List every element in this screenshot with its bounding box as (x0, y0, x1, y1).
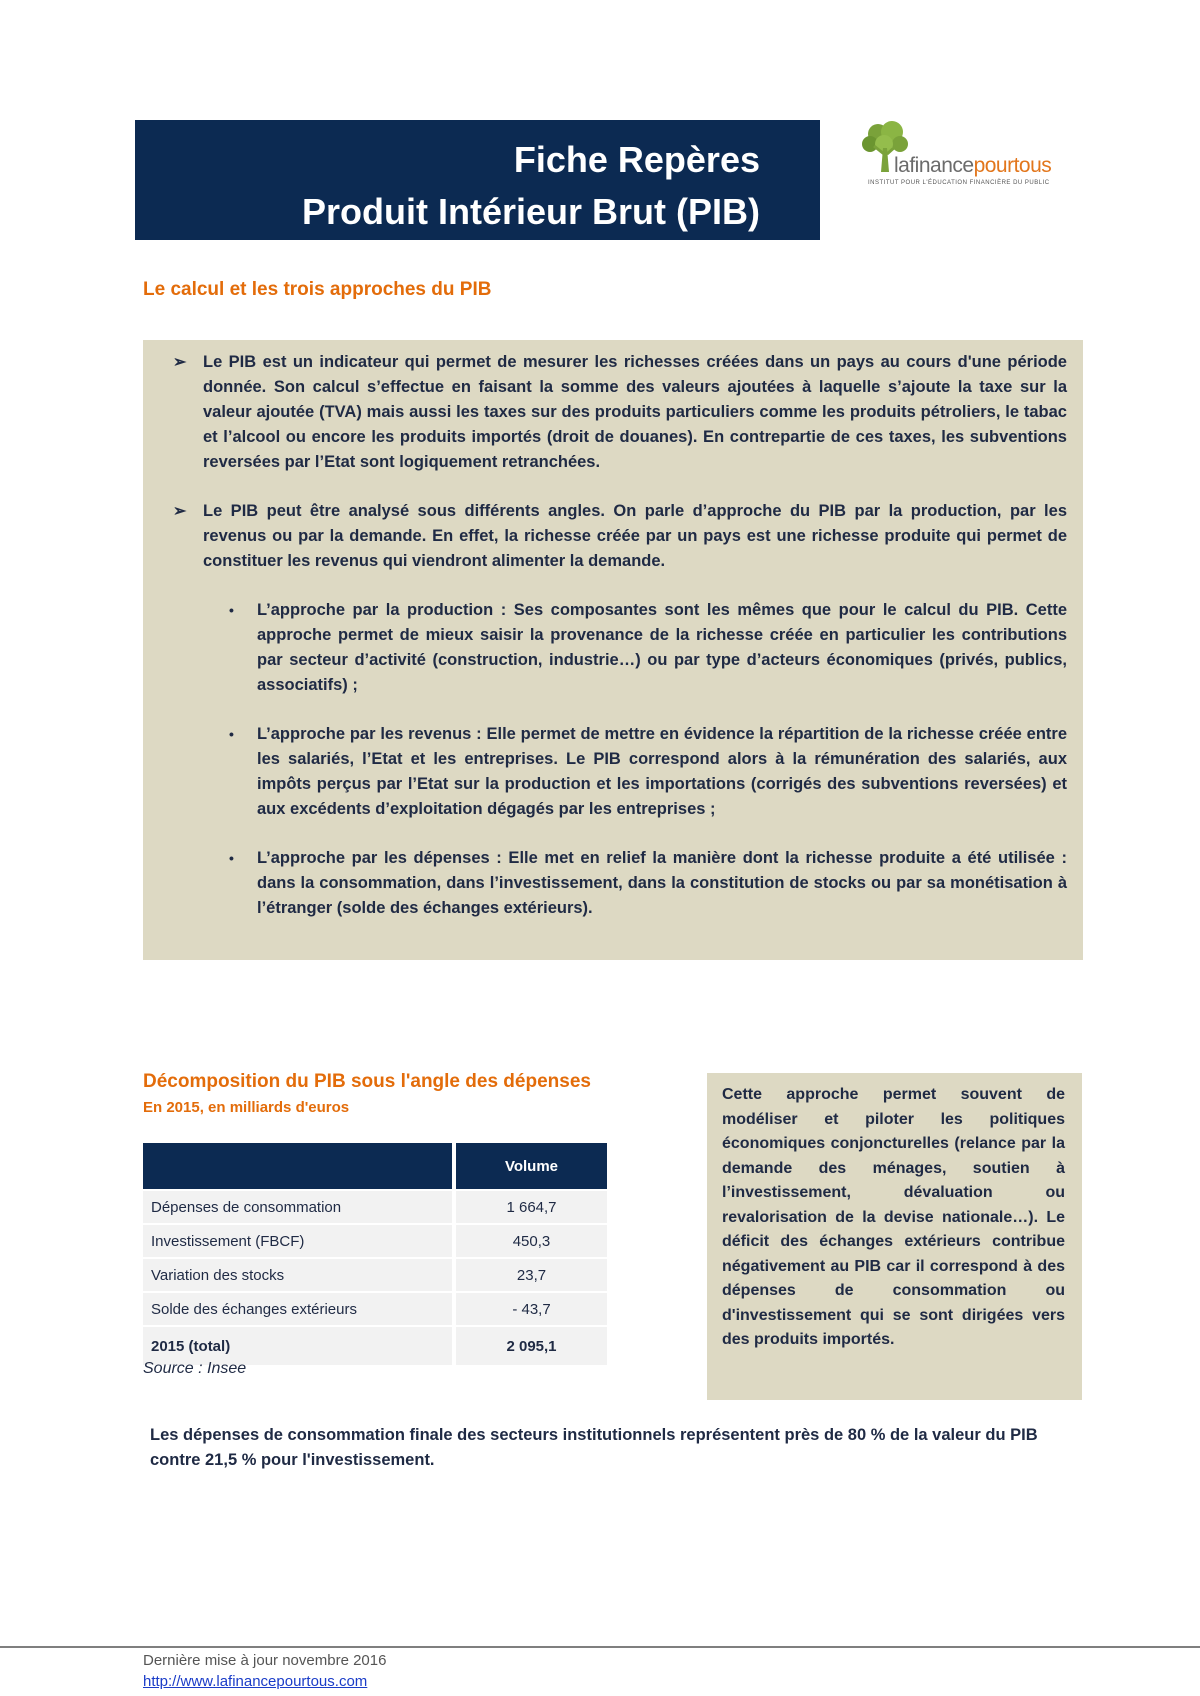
table-header-volume: Volume (454, 1143, 607, 1190)
total-value: 2 095,1 (454, 1326, 607, 1366)
table-header-label (143, 1143, 454, 1190)
row-label: Investissement (FBCF) (143, 1224, 454, 1258)
row-value: 450,3 (454, 1224, 607, 1258)
logo-tagline: INSTITUT POUR L'ÉDUCATION FINANCIÈRE DU PUBLIC (868, 180, 1050, 186)
paragraph-definition (173, 350, 1067, 475)
side-note-box (707, 1073, 1082, 1400)
paragraph-angles (173, 499, 1067, 574)
bullet-dot-icon: • (229, 602, 234, 618)
row-value: 1 664,7 (454, 1190, 607, 1224)
bullet-dot-icon: • (229, 850, 234, 866)
logo-wordmark (894, 154, 1051, 178)
row-label: Dépenses de consommation (143, 1190, 454, 1224)
table-row (143, 1224, 607, 1258)
title-line-2: Produit Intérieur Brut (PIB) (302, 191, 760, 232)
footer-updated: Dernière mise à jour novembre 2016 (143, 1652, 387, 1669)
section-title-decomposition: Décomposition du PIB sous l'angle des dépenses (143, 1071, 591, 1092)
bullet-text: L’approche par les dépenses : Elle met en relief la manière dont la richesse produite a été utilisée : dans la consommation, dans l’investissement, dans la constitution de stocks ou par sa monétisation à l’étranger (solde des échanges extérieurs). (257, 849, 1067, 917)
bullet-revenus (229, 722, 1067, 822)
title-line-1: Fiche Repères (513, 139, 760, 180)
bullet-dot-icon: • (229, 726, 234, 742)
arrow-bullet-icon: ➢ (173, 503, 187, 520)
logo-word-2: pourtous (973, 154, 1052, 177)
table-row (143, 1258, 607, 1292)
source-note: Source : Insee (143, 1360, 247, 1377)
table-row (143, 1292, 607, 1326)
summary-text: Les dépenses de consommation finale des secteurs institutionnels représentent près de 80 % de la valeur du PIB contre 21,5 % pour l'investissement. (150, 1426, 1038, 1469)
side-note-text: Cette approche permet souvent de modéliser et piloter les politiques économiques conjoncturelles (relance par la demande des ménages, soutien à l’investissement, dévaluation ou revalorisation de la devise nationale…). Le déficit des échanges extérieurs contribue négativement au PIB car il correspond à des dépenses de consommation ou d'investissement qui se sont dirigées vers des produits importés. (722, 1086, 1065, 1348)
footer-divider (0, 1646, 1200, 1648)
row-label: Solde des échanges extérieurs (143, 1292, 454, 1326)
table-header-row (143, 1143, 607, 1190)
logo (852, 118, 1062, 198)
pib-table (143, 1143, 607, 1367)
arrow-bullet-icon: ➢ (173, 354, 187, 371)
bullet-production (229, 598, 1067, 698)
title-banner (135, 120, 820, 240)
row-value: 23,7 (454, 1258, 607, 1292)
bullet-text: L’approche par les revenus : Elle permet de mettre en évidence la répartition de la richesse créée entre les salariés, l’Etat et les entreprises. Le PIB correspond alors à la rémunération des salariés, aux impôts perçus par l’Etat sur la production et les importations (corrigés des subventions reversées) et aux excédents d’exploitation dégagés par les entreprises ; (257, 725, 1067, 818)
footer-website-link[interactable]: http://www.lafinancepourtous.com (143, 1673, 368, 1690)
row-label: Variation des stocks (143, 1258, 454, 1292)
table-subtitle: En 2015, en milliards d'euros (143, 1099, 350, 1116)
logo-word-1: lafinance (894, 154, 974, 177)
table-row (143, 1190, 607, 1224)
total-label: 2015 (total) (143, 1326, 454, 1366)
bullet-text: L’approche par la production : Ses composantes sont les mêmes que pour le calcul du PIB. Cette approche permet de mieux saisir la provenance de la richesse créée en particulier les contributions par secteur d’activité (construction, industrie…) ou par type d’acteurs économiques (privés, publics, associatifs) ; (257, 601, 1067, 694)
paragraph-text: Le PIB peut être analysé sous différents angles. On parle d’approche du PIB par la production, par les revenus ou par la demande. En effet, la richesse créée par un pays est une richesse produite qui permet de constituer les revenus qui viendront alimenter la demande. (203, 502, 1067, 570)
bullet-depenses (229, 846, 1067, 921)
paragraph-text: Le PIB est un indicateur qui permet de mesurer les richesses créées dans un pays au cours d'une période donnée. Son calcul s’effectue en faisant la somme des valeurs ajoutées à laquelle s’ajoute la taxe sur la valeur ajoutée (TVA) mais aussi les taxes sur des produits particuliers comme les produits pétroliers, le tabac et l’alcool ou encore les produits importés (droit de douanes). En contrepartie de ces taxes, les subventions reversées par l’Etat sont logiquement retranchées. (203, 353, 1067, 471)
section-title-calcul: Le calcul et les trois approches du PIB (143, 279, 492, 300)
row-value: - 43,7 (454, 1292, 607, 1326)
approaches-box (143, 340, 1083, 960)
